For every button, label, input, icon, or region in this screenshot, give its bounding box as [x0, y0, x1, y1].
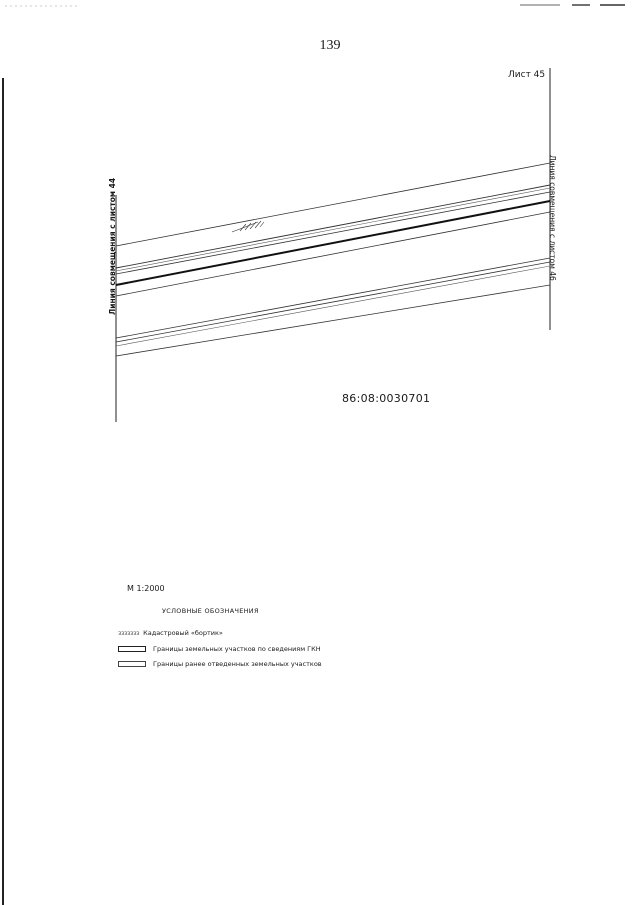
boundary-line: [116, 285, 550, 356]
map-scale: М 1:2000: [127, 584, 165, 593]
double-line-box-symbol: [118, 646, 146, 652]
thin-line-box-symbol: [118, 661, 146, 667]
boundary-line: [116, 262, 550, 342]
boundary-line: [116, 188, 550, 271]
legend-item-label: Границы ранее отведенных земельных участков: [153, 660, 322, 668]
legend-title: УСЛОВНЫЕ ОБОЗНАЧЕНИЯ: [162, 607, 259, 615]
legend-item-label: Кадастровый «бортик»: [143, 629, 223, 637]
dotted-line-symbol: ᴈᴈᴈᴈᴈᴈᴈ: [118, 629, 140, 637]
sheet-label: Лист 45: [508, 70, 546, 80]
page-number: 139: [319, 38, 341, 53]
legend-item: [118, 628, 223, 638]
boundary-line: [116, 258, 550, 338]
cadastral-block-number: 86:08:0030701: [342, 392, 431, 405]
match-line-left-label: Линия совмещения с листом 44: [108, 177, 117, 315]
legend-item: [118, 659, 322, 669]
boundary-line: [116, 266, 550, 346]
boundary-line: [116, 185, 550, 268]
legend-item-label: Границы земельных участков по сведениям ГКН: [153, 645, 321, 653]
legend-item: [118, 644, 321, 654]
boundary-line: [116, 212, 550, 296]
boundary-line-thick: [116, 201, 550, 285]
match-line-right-label: Линия совмещения с листом 46: [548, 155, 557, 281]
